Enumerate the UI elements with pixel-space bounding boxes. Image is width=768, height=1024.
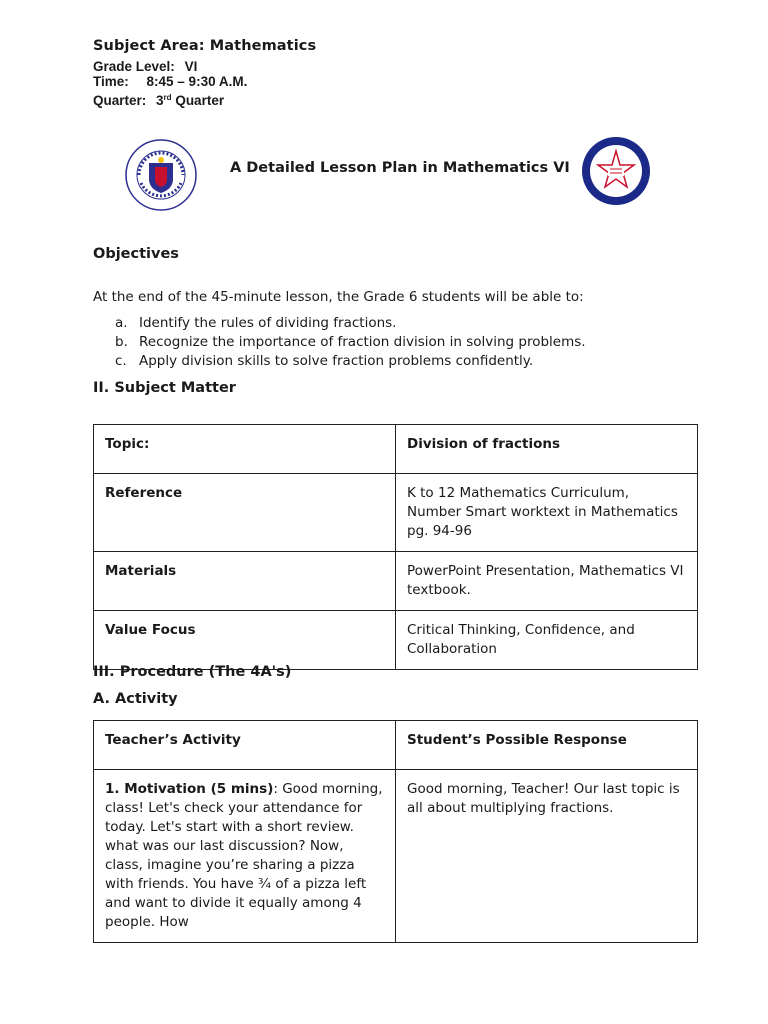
objective-item	[93, 352, 586, 371]
school-seal-logo	[580, 135, 652, 207]
deped-seal-logo	[125, 139, 197, 211]
table-row	[94, 552, 698, 611]
objective-marker: c.	[115, 353, 127, 369]
table-row	[94, 425, 698, 474]
quarter-word: Quarter	[175, 93, 225, 108]
objective-text: Identify the rules of dividing fractions.	[139, 315, 397, 331]
quarter-suffix: rd	[163, 93, 172, 102]
time	[93, 74, 247, 90]
motivation-text: : Good morning, class! Let's check your attendance for today. Let's start with a short review. what was our last discussion? Now, class, imagine you’re sharing a pizza with friends. You have ¾ of a pizza left and want to divide it equally among 4 people. How	[105, 781, 383, 930]
time-value: 8:45 – 9:30 A.M.	[146, 74, 248, 89]
topic-label: Topic:	[94, 425, 396, 474]
subject-area: Subject Area: Mathematics	[93, 38, 317, 54]
student-response-header: Student’s Possible Response	[396, 721, 698, 770]
materials-label: Materials	[94, 552, 396, 611]
objective-item	[93, 333, 586, 352]
objective-text: Recognize the importance of fraction division in solving problems.	[139, 334, 586, 350]
motivation-label: 1. Motivation (5 mins)	[105, 781, 274, 797]
subject-matter-heading: II. Subject Matter	[93, 380, 236, 396]
objectives-intro: At the end of the 45-minute lesson, the Grade 6 students will be able to:	[93, 289, 584, 305]
quarter	[93, 90, 224, 109]
topic-value: Division of fractions	[396, 425, 698, 474]
subject-matter-table	[93, 424, 698, 670]
objective-marker: b.	[115, 334, 128, 350]
grade-level-value: VI	[184, 59, 198, 74]
activity-heading: A. Activity	[93, 691, 178, 707]
teacher-activity-header: Teacher’s Activity	[94, 721, 396, 770]
objective-marker: a.	[115, 315, 128, 331]
reference-label: Reference	[94, 474, 396, 552]
materials-value: PowerPoint Presentation, Mathematics VI textbook.	[396, 552, 698, 611]
activity-table	[93, 720, 698, 943]
table-row	[94, 770, 698, 943]
document-title: A Detailed Lesson Plan in Mathematics VI	[230, 160, 570, 176]
objectives-list	[93, 314, 586, 371]
objective-text: Apply division skills to solve fraction problems confidently.	[139, 353, 534, 369]
objectives-heading: Objectives	[93, 246, 179, 262]
procedure-heading: III. Procedure (The 4A's)	[93, 664, 292, 680]
objective-item	[93, 314, 586, 333]
value-focus-value: Critical Thinking, Confidence, and Collaboration	[396, 611, 698, 670]
time-label: Time:	[93, 74, 129, 89]
quarter-number: 3	[156, 93, 164, 108]
table-row	[94, 474, 698, 552]
value-focus-label: Value Focus	[94, 611, 396, 670]
table-row	[94, 721, 698, 770]
student-response-cell: Good morning, Teacher! Our last topic is all about multiplying fractions.	[396, 770, 698, 943]
table-row	[94, 611, 698, 670]
motivation-cell	[94, 770, 396, 943]
grade-level	[93, 59, 197, 75]
grade-level-label: Grade Level:	[93, 59, 175, 74]
quarter-label: Quarter:	[93, 93, 147, 108]
reference-value: K to 12 Mathematics Curriculum, Number Smart worktext in Mathematics pg. 94-96	[396, 474, 698, 552]
